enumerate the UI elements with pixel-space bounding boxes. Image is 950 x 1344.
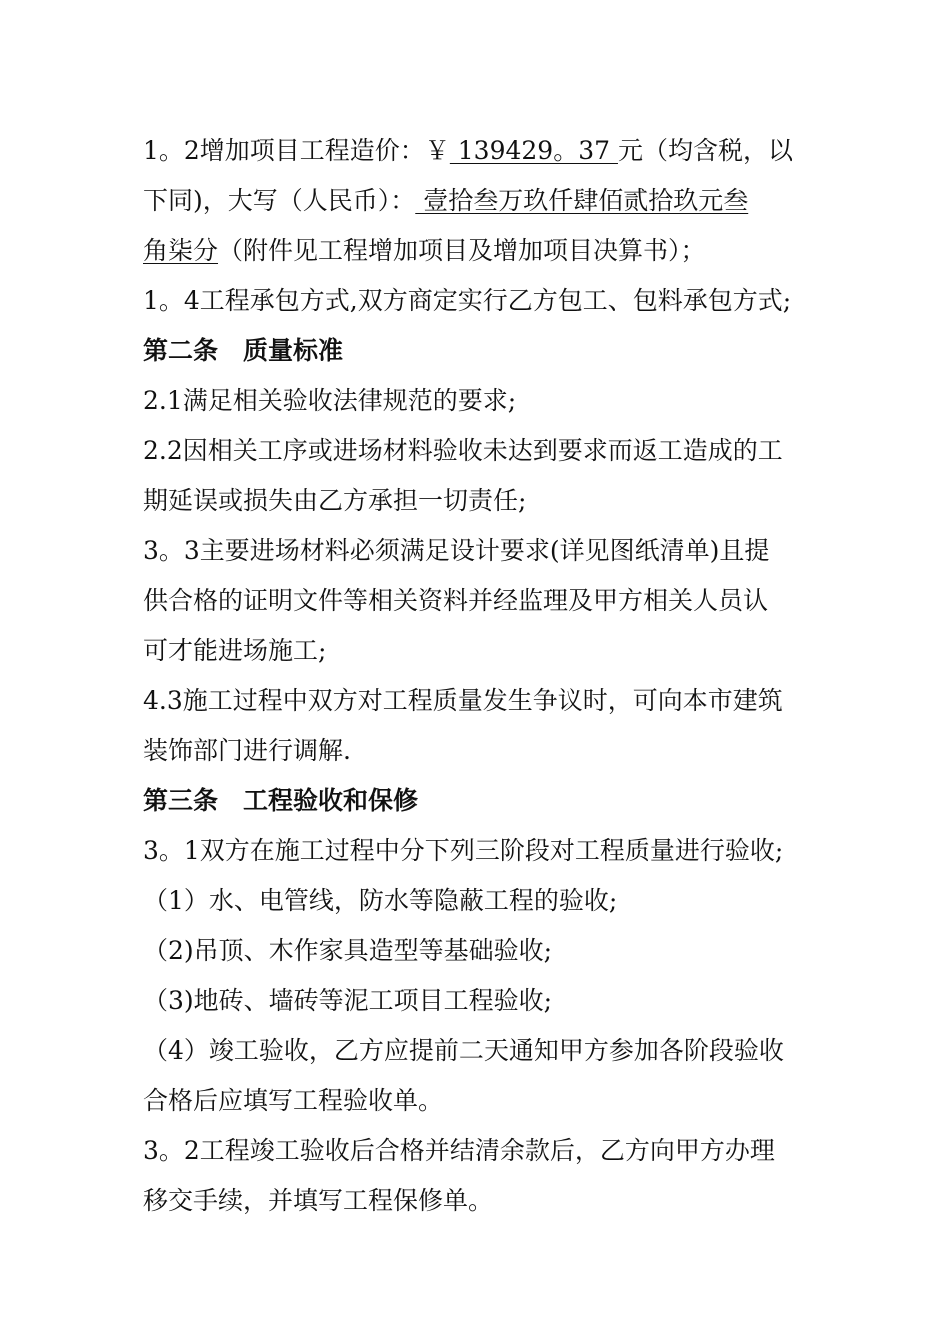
document-body: [143, 126, 813, 1226]
clause-1-2-line-1: [143, 126, 813, 176]
clause-3-3-line-2: 供合格的证明文件等相关资料并经监理及甲方相关人员认: [143, 586, 769, 615]
clause-3-3-line-1: 3。3主要进场材料必须满足设计要求(详见图纸清单)且提: [143, 536, 770, 565]
clause-3-3-line-3: 可才能进场施工;: [143, 636, 327, 665]
clause-4-3-line-1: 4.3施工过程中双方对工程质量发生争议时，可向本市建筑: [143, 686, 783, 715]
clause-3-2-line-1: 3。2工程竣工验收后合格并结清余款后，乙方向甲方办理: [143, 1136, 775, 1165]
clause-3-1: 3。1双方在施工过程中分下列三阶段对工程质量进行验收;: [143, 836, 784, 865]
amount-in-words: 角柒分: [143, 236, 219, 265]
clause-1-2-line-2: [143, 176, 813, 226]
article-2-heading: 第二条 质量标准: [143, 336, 344, 365]
clause-1-2-text: 元（均含税，以: [617, 136, 793, 165]
clause-1-2-text: 下同)，大写（人民币）：: [143, 186, 416, 215]
clause-1-2-text: 1。2增加项目工程造价：￥: [143, 136, 450, 165]
clause-2-2-line-2: 期延误或损失由乙方承担一切责任;: [143, 486, 527, 515]
inspection-item-3: （3)地砖、墙砖等泥工项目工程验收;: [143, 986, 553, 1015]
clause-3-2-line-2: 移交手续，并填写工程保修单。: [143, 1186, 494, 1215]
amount-in-words: 壹拾叁万玖仟肆佰贰拾玖元叁: [415, 186, 749, 215]
clause-4-3-line-2: 装饰部门进行调解.: [143, 736, 351, 765]
inspection-item-1: （1）水、电管线，防水等隐蔽工程的验收;: [143, 886, 618, 915]
clause-1-4: 1。4工程承包方式,双方商定实行乙方包工、包料承包方式;: [143, 286, 792, 315]
clause-1-2-line-3: [143, 226, 813, 276]
clause-1-2-text: （附件见工程增加项目及增加项目决算书）；: [218, 236, 706, 265]
inspection-item-4-line-1: （4）竣工验收，乙方应提前二天通知甲方参加各阶段验收: [143, 1036, 784, 1065]
clause-2-1: 2.1满足相关验收法律规范的要求;: [143, 386, 517, 415]
inspection-item-4-line-2: 合格后应填写工程验收单。: [143, 1086, 444, 1115]
contract-amount: 139429。37: [449, 136, 618, 165]
clause-2-2-line-1: 2.2因相关工序或进场材料验收未达到要求而返工造成的工: [143, 436, 783, 465]
inspection-item-2: （2)吊顶、木作家具造型等基础验收;: [143, 936, 553, 965]
article-3-heading: 第三条 工程验收和保修: [143, 786, 419, 815]
